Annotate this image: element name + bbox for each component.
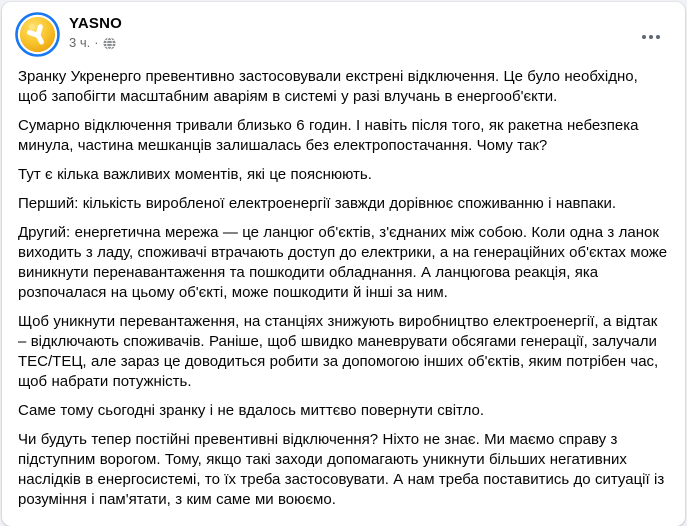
facebook-post-card	[2, 2, 685, 526]
post-text	[2, 65, 685, 526]
yasno-avatar[interactable]	[15, 12, 60, 57]
globe-public-icon	[103, 37, 116, 50]
post-header	[2, 2, 685, 65]
post-paragraph: Саме тому сьогодні зранку і не вдалось миттєво повернути світло.	[18, 402, 485, 419]
post-paragraph: Щоб уникнути перевантаження, на станціях знижують виробництво електроенергії, а відтак – відключають споживачів. Раніше, щоб швидко маневрувати обсягами генерації, залучали ТЕС/ТЕЦ, але зараз це доводиться робити за допомогою інших об'єктів, яким потрібен час, щоб набрати потужність.	[18, 313, 659, 390]
page-name-link[interactable]: YASNO	[69, 15, 122, 32]
post-meta-row	[69, 35, 633, 51]
more-dot	[649, 35, 653, 39]
post-paragraph: Тут є кілька важливих моментів, які це пояснюють.	[18, 166, 372, 183]
header-meta	[69, 12, 633, 51]
post-paragraph: Другий: енергетична мережа — це ланцюг об'єктів, з'єднаних між собою. Коли одна з ланок виходить з ладу, споживачі втрачають доступ до електрики, а на генераційних об'єктах може виникнути перенавантаження та пошкодити обладнання. А ланцюгова реакція, яка розпочалася на цьому об'єкті, може пошкодити й інші за ним.	[18, 224, 668, 301]
more-dot	[642, 35, 646, 39]
post-timestamp[interactable]: 3 ч.	[69, 35, 91, 50]
more-options-button[interactable]	[633, 24, 669, 50]
post-paragraph: Сумарно відключення тривали близько 6 годин. І навіть після того, як ракетна небезпека минула, частина мешканців залишалась без електропостачання. Чому так?	[18, 117, 639, 154]
post-paragraph: Зранку Укренерго превентивно застосовували екстрені відключення. Це було необхідно, щоб запобігти масштабним аваріям в системі у разі влучань в енергооб'єкти.	[18, 68, 638, 105]
post-paragraph: Чи будуть тепер постійні превентивні відключення? Ніхто не знає. Ми маємо справу з підступним ворогом. Тому, якщо такі заходи допомагають уникнути більших негативних наслідків в енергосистемі, то їх треба застосовувати. А нам треба поставитись до ситуації із розуміння і пам'ятати, з ким саме ми воюємо.	[18, 431, 665, 508]
more-dot	[656, 35, 660, 39]
post-paragraph: Перший: кількість виробленої електроенергії завжди дорівнює споживанню і навпаки.	[18, 195, 617, 212]
meta-separator: ·	[94, 35, 99, 50]
